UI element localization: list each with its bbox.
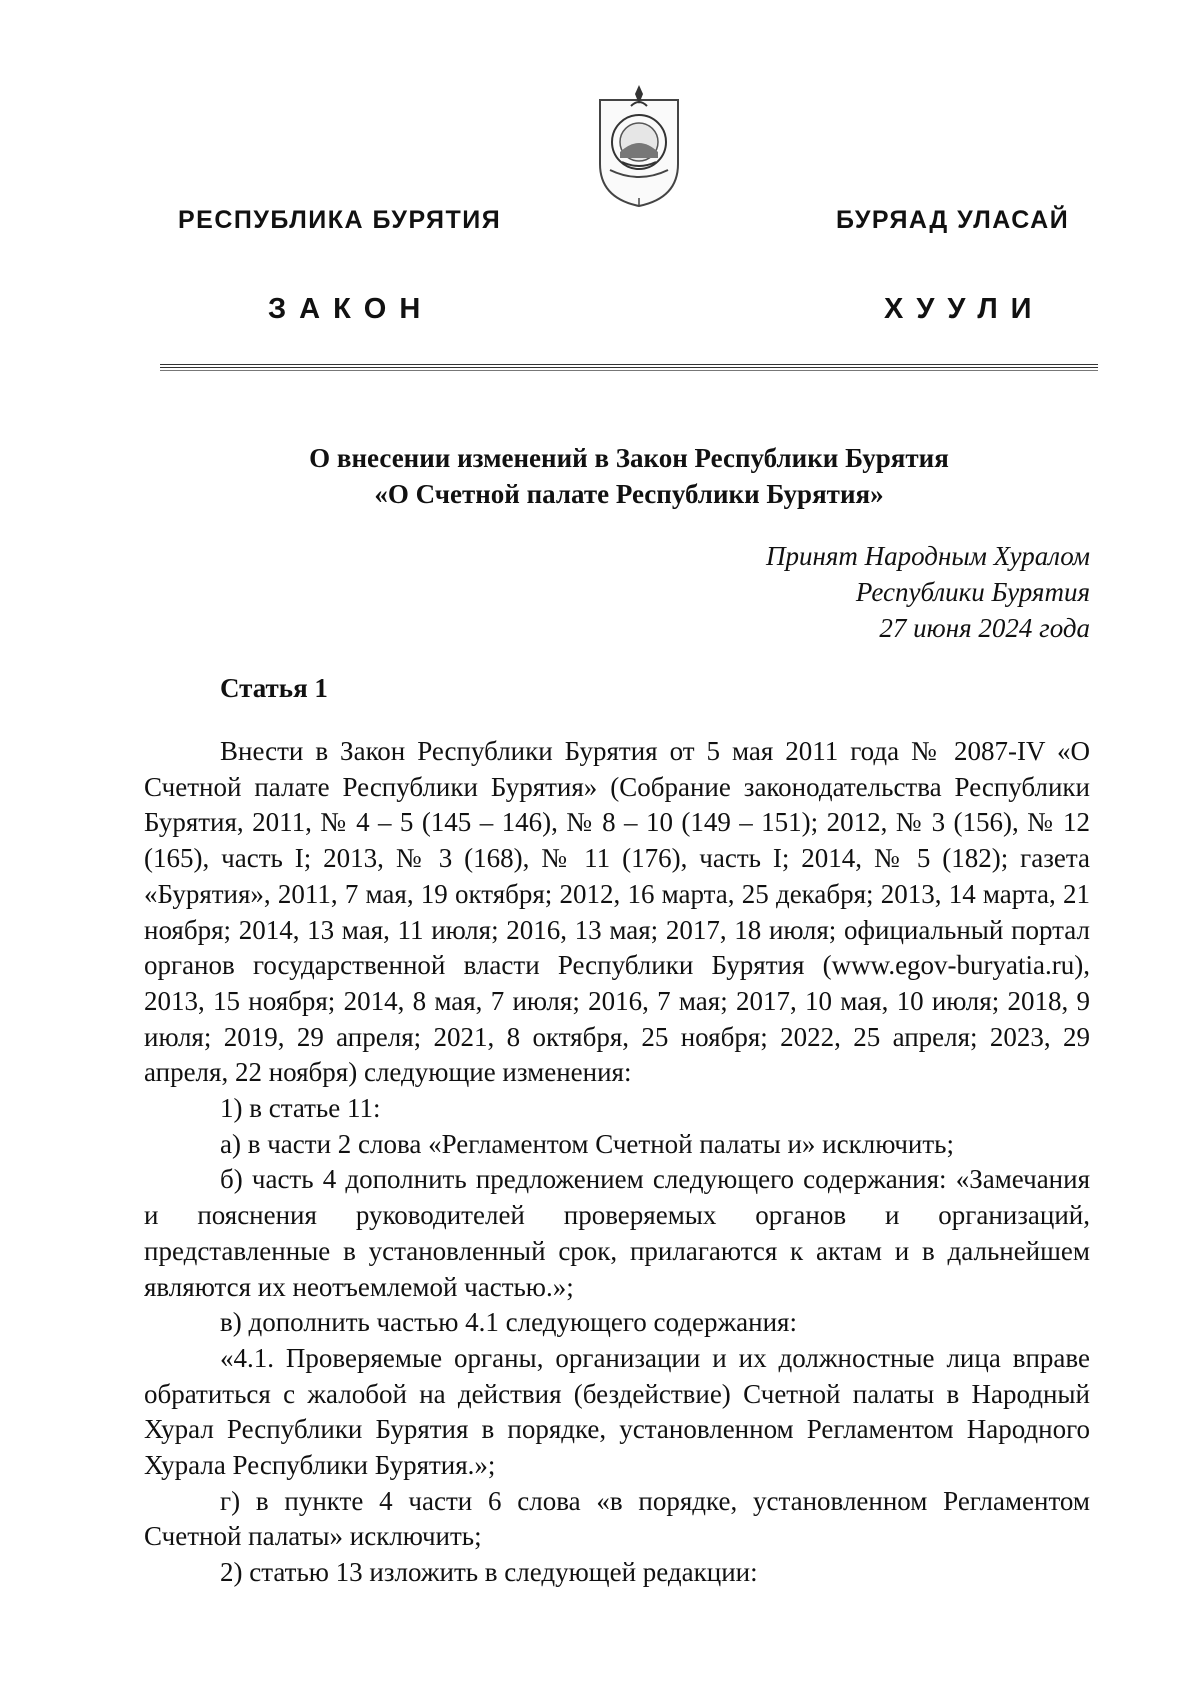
article-paragraph: Внести в Закон Республики Бурятия от 5 мая 2011 года № 2087-IV «О Счетной палате Республики Бурятия» (Собрание законодательства Республики Бурятия, 2011, № 4 – 5 (145 – 146), № 8 – 10 (149 – 151); 2012, № 3 (156), № 12 (165), часть I; 2013, № 3 (168), № 11 (176), часть I; 2014, № 5 (182); газета «Бурятия», 2011, 7 мая, 19 октября; 2012, 16 марта, 25 декабря; 2013, 14 марта, 21 ноября; 2014, 13 мая, 11 июля; 2016, 13 мая; 2017, 18 июля; официальный портал органов государственной власти Республики Бурятия (www.egov-buryatia.ru), 2013, 15 ноября; 2014, 8 мая, 7 июля; 2016, 7 мая; 2017, 10 мая, 10 июля; 2018, 9 июля; 2019, 29 апреля; 2021, 8 октября, 25 ноября; 2022, 25 апреля; 2023, 29 апреля, 22 ноября) следующие изменения: <box>144 736 1090 1088</box>
article-subitem: г) в пункте 4 части 6 слова «в порядке, установленном Регламентом Счетной палаты» исключить; <box>144 1485 1090 1552</box>
article-subitem: а) в части 2 слова «Регламентом Счетной палаты и» исключить; <box>220 1128 954 1159</box>
republic-name-buryat: БУРЯАД УЛАСАЙ <box>836 206 1070 234</box>
adoption-date: 27 июня 2024 года <box>879 613 1090 643</box>
header-divider <box>160 364 1098 368</box>
article-subitem: б) часть 4 дополнить предложением следующего содержания: «Замечания и пояснения руководителей проверяемых органов и организаций, представленные в установленный срок, прилагаются к актам и в дальнейшем являются их неотъемлемой частью.»; <box>144 1164 1090 1302</box>
article-item: 2) статью 13 изложить в следующей редакции: <box>220 1557 758 1588</box>
adoption-note <box>766 538 1090 646</box>
article-quote: «4.1. Проверяемые органы, организации и их должностные лица вправе обратиться с жалобой на действия (бездействие) Счетной палаты в Народный Хурал Республики Бурятия в порядке, установленном Регламентом Народного Хурала Республики Бурятия.»; <box>144 1342 1090 1481</box>
adoption-line-1: Принят Народным Хуралом <box>765 541 1090 571</box>
title-line-2: «О Счетной палате Республики Бурятия» <box>374 479 884 509</box>
article-subitem: в) дополнить частью 4.1 следующего содержания: <box>220 1307 797 1338</box>
law-word-russian: ЗАКОН <box>268 293 434 325</box>
document-title <box>160 440 1098 512</box>
header-divider-thin <box>160 370 1098 371</box>
adoption-line-2: Республики Бурятия <box>855 577 1090 607</box>
law-word-buryat: ХУУЛИ <box>884 293 1045 325</box>
republic-name-russian: РЕСПУБЛИКА БУРЯТИЯ <box>178 206 502 234</box>
article-item: 1) в статье 11: <box>220 1093 381 1124</box>
coat-of-arms-icon <box>596 80 682 210</box>
article-heading: Статья 1 <box>220 673 328 703</box>
title-line-1: О внесении изменений в Закон Республики Бурятия <box>309 443 949 473</box>
article-body <box>144 734 1090 1591</box>
